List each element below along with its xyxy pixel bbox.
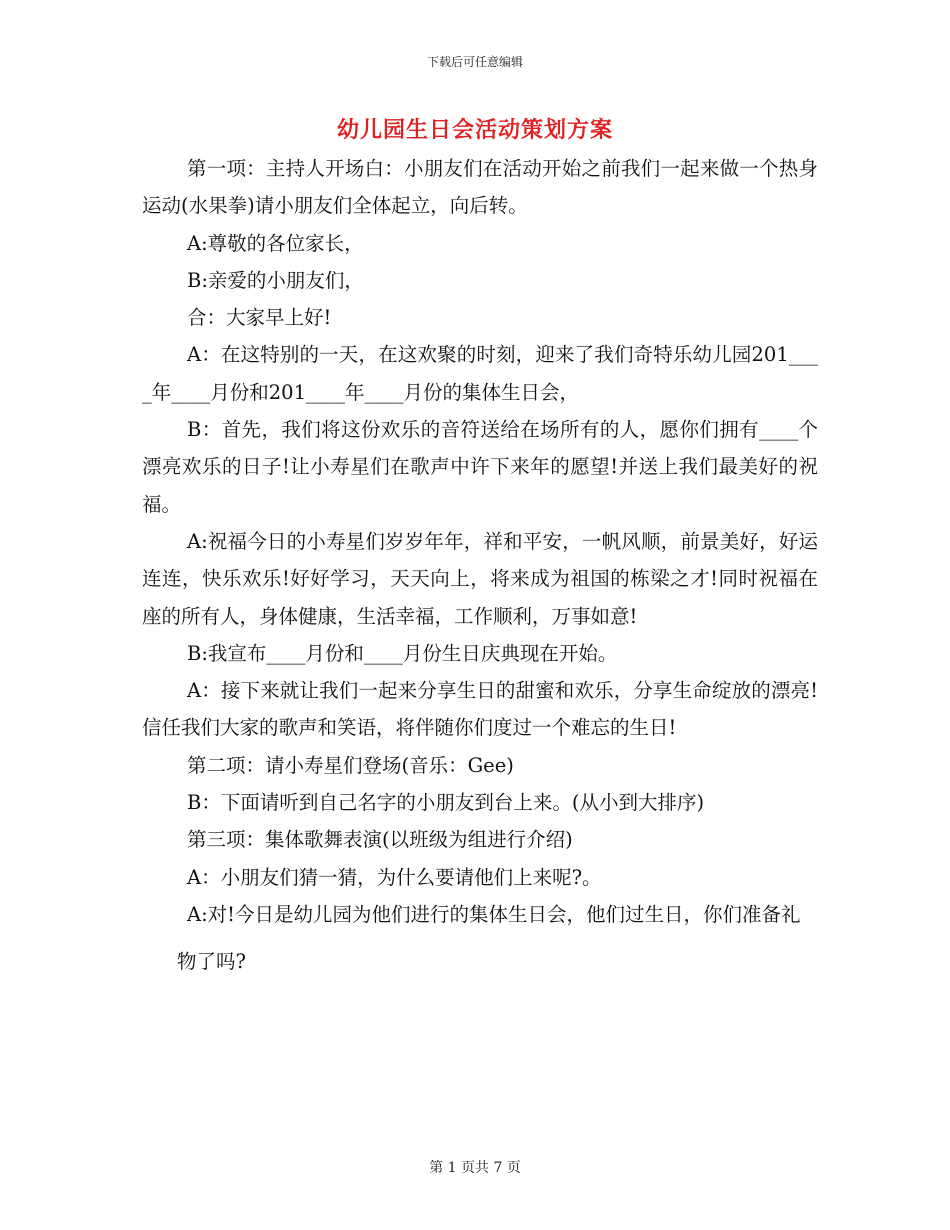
page-number: 第 1 页共 7 页 [429,1160,521,1176]
paragraph-13: A：小朋友们猜一猜，为什么要请他们上来呢?。 [187,865,602,889]
paragraph-14: A:对!今日是幼儿园为他们进行的集体生日会，他们过生日，你们准备礼 [187,902,801,926]
paragraph-5: A：在这特别的一天，在这欢聚的时刻，迎来了我们奇特乐幼儿园201____年____月份和201____年____月份的集体生日会， [142,343,818,404]
paragraph-8: B:我宣布____月份和____月份生日庆典现在开始。 [187,641,618,665]
paragraph-4: 合：大家早上好! [187,306,332,330]
page-header-note: 下载后可任意编辑 [426,55,523,69]
paragraph-2: A:尊敬的各位家长， [187,231,364,255]
paragraph-tail: 物了吗? [177,950,246,974]
paragraph-1: 第一项：主持人开场白：小朋友们在活动开始之前我们一起来做一个热身运动(水果拳)请小朋友们全体起立，向后转。 [142,157,818,218]
paragraph-12: 第三项：集体歌舞表演(以班级为组进行介绍) [187,828,573,852]
paragraph-9: A：接下来就让我们一起来分享生日的甜蜜和欢乐，分享生命绽放的漂亮!信任我们大家的歌声和笑语，将伴随你们度过一个难忘的生日! [142,679,818,740]
paragraph-6: B：首先，我们将这份欢乐的音符送给在场所有的人，愿你们拥有____个漂亮欢乐的日子!让小寿星们在歌声中许下来年的愿望!并送上我们最美好的祝福。 [142,418,818,516]
document-title: 幼儿园生日会活动策划方案 [336,117,613,143]
paragraph-7: A:祝福今日的小寿星们岁岁年年，祥和平安，一帆风顺，前景美好，好运连连，快乐欢乐!好好学习，天天向上，将来成为祖国的栋梁之才!同时祝福在座的所有人，身体健康，生活幸福，工作顺利，万事如意! [142,529,818,628]
paragraph-10: 第二项：请小寿星们登场(音乐：Gee) [187,753,514,777]
paragraph-11: B：下面请听到自己名字的小朋友到台上来。(从小到大排序) [187,791,705,815]
document-body [142,150,818,981]
paragraph-3: B:亲爱的小朋友们， [187,268,364,292]
